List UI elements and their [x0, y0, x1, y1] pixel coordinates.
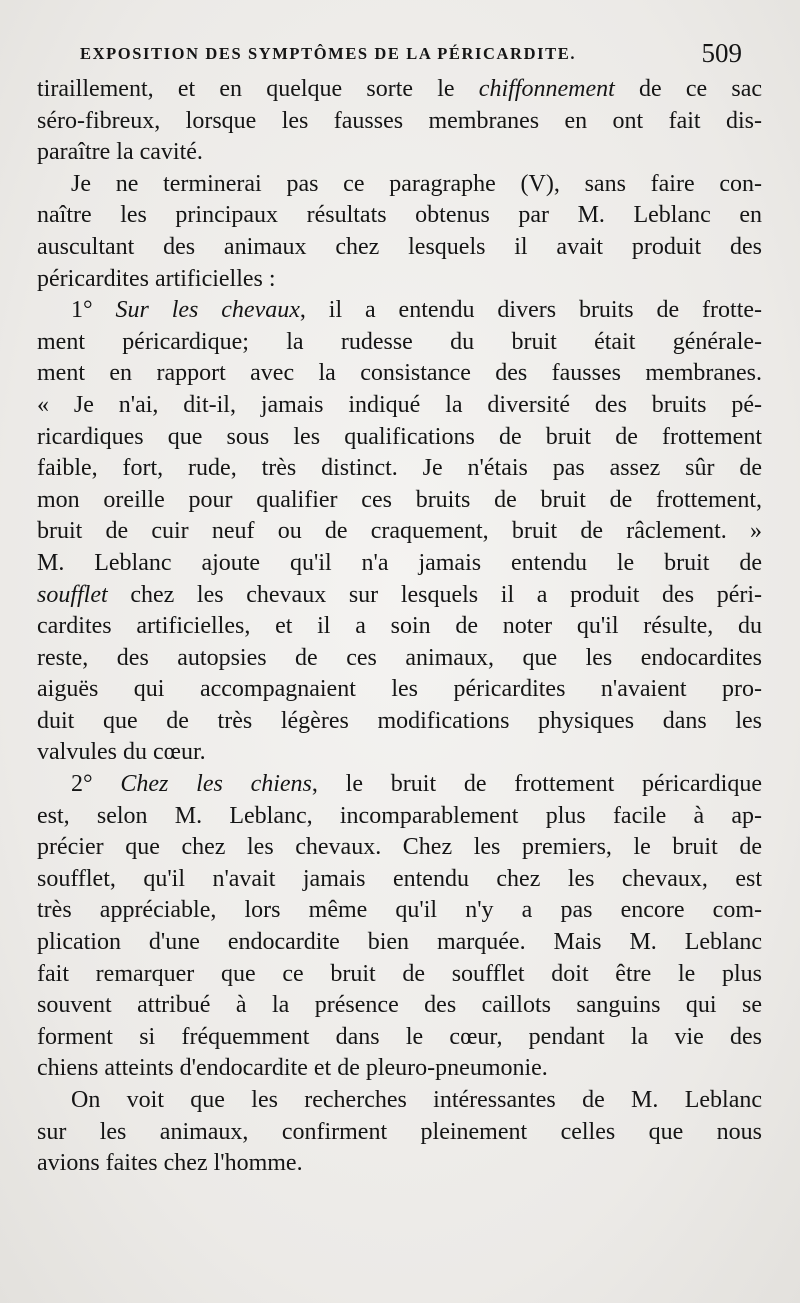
text-line — [37, 895, 762, 927]
text-line — [37, 295, 762, 327]
page-number: 509 — [701, 38, 742, 68]
text-line — [37, 390, 762, 422]
text-line — [37, 1085, 762, 1117]
text-segment: auscultant des animaux chez lesquels il avait produit des — [37, 233, 762, 260]
text-line — [37, 358, 762, 390]
text-segment: 2° — [71, 771, 121, 798]
text-segment: séro-fibreux, lorsque les fausses membranes en ont fait dis- — [37, 107, 762, 134]
text-line — [37, 959, 762, 991]
text-line — [37, 516, 762, 548]
text-segment: faible, fort, rude, très distinct. Je n'étais pas assez sûr de — [37, 455, 762, 482]
text-line — [37, 327, 762, 359]
text-segment: ment en rapport avec la consistance des fausses membranes. — [37, 360, 762, 387]
text-line — [37, 1053, 762, 1085]
italic-text: Sur les chevaux — [115, 297, 300, 324]
text-segment: duit que de très légères modifications physiques dans les — [37, 707, 762, 734]
text-segment: forment si fréquemment dans le cœur, pendant la vie des — [37, 1023, 762, 1050]
text-line — [37, 674, 762, 706]
text-segment: très appréciable, lors même qu'il n'y a pas encore com- — [37, 897, 762, 924]
text-segment: ment péricardique; la rudesse du bruit était générale- — [37, 328, 762, 355]
text-segment: mon oreille pour qualifier ces bruits de bruit de frottement, — [37, 486, 762, 513]
text-segment: valvules du cœur. — [37, 739, 206, 766]
text-segment: On voit que les recherches intéressantes de M. Leblanc — [71, 1087, 762, 1113]
text-segment: , le bruit de frottement péricardique — [311, 771, 762, 798]
text-segment: précier que chez les chevaux. Chez les premiers, le bruit de — [37, 834, 762, 861]
text-segment: Je ne terminerai pas ce paragraphe (V), sans faire con- — [71, 170, 762, 197]
text-line — [37, 801, 762, 833]
text-line — [37, 580, 762, 612]
text-segment: 1° — [71, 297, 116, 324]
text-segment: paraître la cavité. — [37, 139, 203, 166]
text-segment: naître les principaux résultats obtenus par M. Leblanc en — [37, 202, 762, 229]
text-line — [37, 264, 762, 296]
text-line — [37, 232, 762, 264]
text-segment: est, selon M. Leblanc, incomparablement plus facile à ap- — [37, 802, 762, 829]
text-line — [37, 200, 762, 232]
text-segment: avions faites chez l'homme. — [37, 1150, 303, 1177]
text-line — [37, 1022, 762, 1054]
text-line — [37, 737, 762, 769]
italic-text: Chez les chiens — [120, 771, 312, 798]
text-segment: reste, des autopsies de ces animaux, que les endocardites — [37, 644, 762, 671]
text-segment: « Je n'ai, dit-il, jamais indiqué la diversité des bruits pé- — [37, 391, 762, 418]
text-line — [37, 990, 762, 1022]
text-segment: ricardiques que sous les qualifications de bruit de frottement — [37, 423, 762, 450]
text-segment: chiens atteints d'endocardite et de pleuro-pneumonie. — [37, 1055, 548, 1082]
italic-text: chiffonnement — [478, 76, 615, 102]
italic-text: soufflet — [37, 581, 108, 608]
text-line — [37, 927, 762, 959]
text-segment: tiraillement, et en quelque sorte le — [37, 76, 479, 102]
text-segment: péricardites artificielles : — [37, 265, 276, 292]
text-line — [37, 453, 762, 485]
text-segment: de ce sac — [614, 76, 762, 102]
page-header — [80, 38, 742, 70]
text-line — [37, 137, 762, 169]
text-line — [37, 643, 762, 675]
text-line — [37, 548, 762, 580]
text-segment: aiguës qui accompagnaient les péricardites n'avaient pro- — [37, 676, 762, 703]
text-line — [37, 422, 762, 454]
text-line — [37, 1117, 762, 1149]
text-line — [37, 611, 762, 643]
text-segment: chez les chevaux sur lesquels il a produit des péri- — [107, 581, 762, 608]
body-text — [37, 74, 762, 1180]
text-segment: cardites artificielles, et il a soin de noter qu'il résulte, du — [37, 613, 762, 640]
text-segment: bruit de cuir neuf ou de craquement, bruit de râclement. » — [37, 518, 762, 545]
text-segment: souvent attribué à la présence des caillots sanguins qui se — [37, 992, 762, 1019]
text-segment: sur les animaux, confirment pleinement celles que nous — [37, 1118, 762, 1145]
text-segment: plication d'une endocardite bien marquée. Mais M. Leblanc — [37, 929, 762, 956]
text-segment: M. Leblanc ajoute qu'il n'a jamais entendu le bruit de — [37, 549, 762, 576]
text-segment: fait remarquer que ce bruit de soufflet doit être le plus — [37, 960, 762, 987]
text-line — [37, 706, 762, 738]
text-line — [37, 769, 762, 801]
text-line — [37, 169, 762, 201]
text-line — [37, 485, 762, 517]
running-title: EXPOSITION DES SYMPTÔMES DE LA PÉRICARDITE. — [80, 44, 577, 63]
text-line — [37, 106, 762, 138]
text-line — [37, 74, 762, 106]
text-segment: soufflet, qu'il n'avait jamais entendu chez les chevaux, est — [37, 865, 762, 892]
text-line — [37, 1148, 762, 1180]
text-segment: , il a entendu divers bruits de frotte- — [299, 297, 762, 324]
text-line — [37, 832, 762, 864]
text-line — [37, 864, 762, 896]
